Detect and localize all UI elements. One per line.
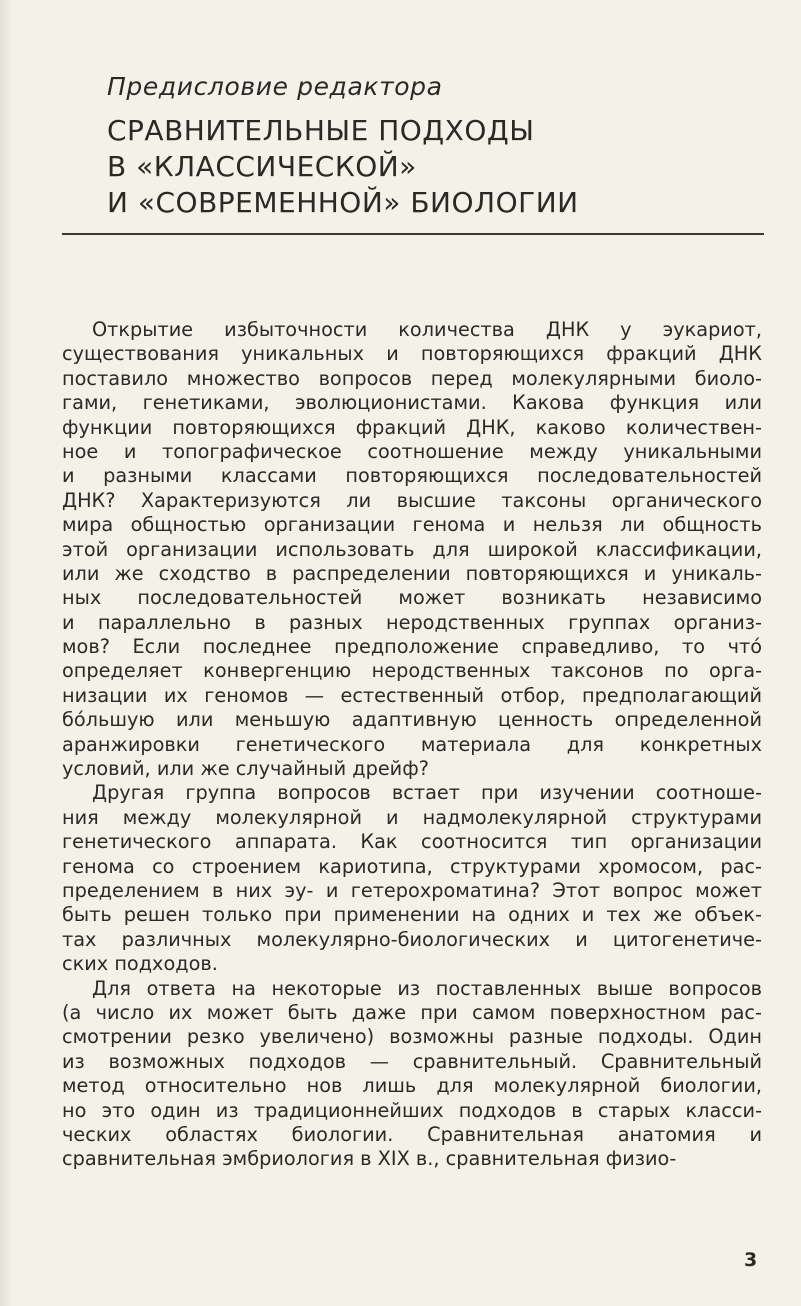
chapter-title — [107, 113, 747, 221]
chapter-title-line: СРАВНИТЕЛЬНЫЕ ПОДХОДЫ — [107, 114, 535, 147]
section-subtitle: Предисловие редактора — [107, 72, 443, 101]
text-line: метод относительно нов лишь для молекулярной биологии, — [62, 1074, 762, 1098]
text-line: тах различных молекулярно-биологических и цитогенетиче- — [62, 927, 762, 951]
paragraph — [62, 318, 762, 781]
text-line: ских подходов. — [62, 952, 218, 976]
paragraph — [62, 781, 762, 976]
text-line: Открытие избыточности количества ДНК у эукариот, — [92, 318, 762, 341]
text-line: из возможных подходов — сравнительный. Сравнительный — [62, 1049, 762, 1073]
text-line: генетического аппарата. Как соотносится тип организации — [62, 830, 762, 854]
title-divider — [62, 233, 764, 235]
text-line: (а число их может быть даже при самом поверхностном рас- — [62, 1000, 762, 1024]
text-line: мира общностью организации генома и нельзя ли общность — [62, 513, 762, 537]
page-spine-shadow — [0, 0, 12, 1306]
text-line: но это один из традиционнейших подходов в старых класси- — [62, 1098, 762, 1122]
text-line: пределением в них эу- и гетерохроматина? Этот вопрос может — [62, 878, 762, 902]
text-line: аранжировки генетического материала для конкретных — [62, 732, 762, 756]
text-line: ДНК? Характеризуются ли высшие таксоны органического — [62, 488, 762, 512]
text-line: ное и топографическое соотношение между уникальными — [62, 439, 762, 463]
body-text — [62, 318, 762, 1172]
text-line: мов? Если последнее предположение справедливо, то что́ — [62, 635, 762, 659]
page-number: 3 — [744, 1249, 758, 1271]
text-line: ных последовательностей может возникать независимо — [62, 586, 762, 610]
text-line: и разными классами повторяющихся последовательностей — [62, 464, 762, 488]
text-line: Для ответа на некоторые из поставленных выше вопросов — [92, 976, 762, 1000]
text-line: бо́льшую или меньшую адаптивную ценность определенной — [62, 708, 762, 732]
text-line: условий, или же случайный дрейф? — [62, 757, 429, 781]
text-line: Другая группа вопросов встает при изучении соотноше- — [92, 781, 762, 805]
text-line: гами, генетиками, эволюционистами. Какова функция или — [62, 391, 762, 415]
text-line: поставило множество вопросов перед молекулярными биоло- — [62, 366, 762, 390]
text-line: ческих областях биологии. Сравнительная анатомия и — [62, 1122, 762, 1146]
text-line: определяет конвергенцию неродственных таксонов по орга- — [62, 659, 762, 683]
text-line: этой организации использовать для широкой классификации, — [62, 537, 762, 561]
text-line: смотрении резко увеличено) возможны разные подходы. Один — [62, 1025, 762, 1049]
text-line: или же сходство в распределении повторяющихся и уникаль- — [62, 561, 762, 585]
text-line: функции повторяющихся фракций ДНК, каково количествен- — [62, 415, 762, 439]
text-line: существования уникальных и повторяющихся фракций ДНК — [62, 342, 762, 366]
text-line: генома со строением кариотипа, структурами хромосом, рас- — [62, 854, 762, 878]
text-line: низации их геномов — естественный отбор, предполагающий — [62, 683, 762, 707]
chapter-title-line: И «СОВРЕМЕННОЙ» БИОЛОГИИ — [107, 186, 579, 219]
text-line: ния между молекулярной и надмолекулярной структурами — [62, 805, 762, 829]
text-line: и параллельно в разных неродственных группах организ- — [62, 610, 762, 634]
paragraph — [62, 977, 762, 1172]
text-line: быть решен только при применении на одних и тех же объек- — [62, 903, 762, 927]
chapter-title-line: В «КЛАССИЧЕСКОЙ» — [107, 150, 417, 183]
text-line: сравнительная эмбриология в XIX в., сравнительная физио- — [62, 1147, 677, 1171]
